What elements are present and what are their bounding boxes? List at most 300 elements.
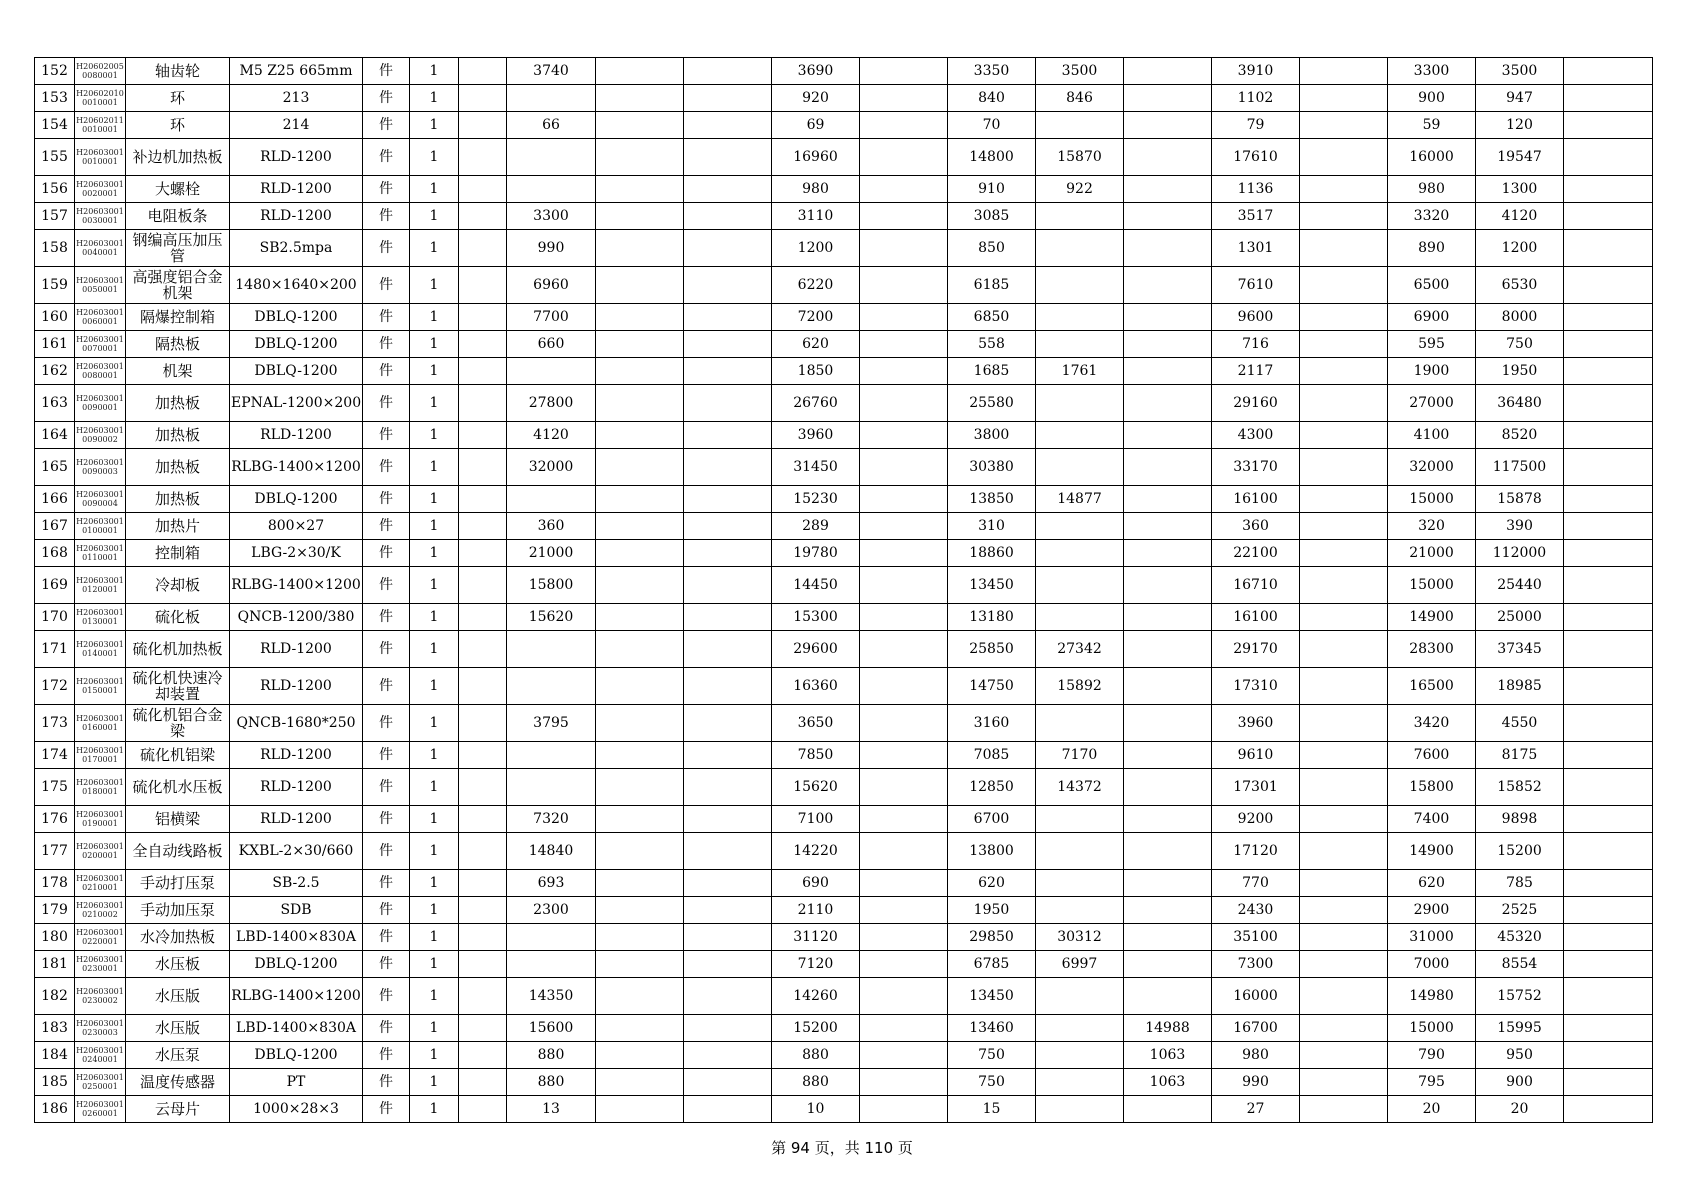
item-spec-cell: 213 (230, 85, 363, 112)
price-cell (684, 112, 772, 139)
table-row (35, 806, 1653, 833)
unit-cell: 件 (363, 631, 410, 668)
price-cell (1564, 924, 1653, 951)
item-name-cell: 水冷加热板 (126, 924, 230, 951)
quantity-cell: 1 (410, 567, 459, 604)
price-cell (459, 304, 507, 331)
price-cell: 31450 (772, 449, 860, 486)
price-cell (1300, 58, 1388, 85)
price-cell: 6530 (1476, 267, 1564, 304)
table-row (35, 870, 1653, 897)
price-cell (1124, 924, 1212, 951)
price-cell: 45320 (1476, 924, 1564, 951)
price-cell: 3110 (772, 203, 860, 230)
price-cell (596, 385, 684, 422)
price-cell: 1950 (948, 897, 1036, 924)
price-cell: 920 (772, 85, 860, 112)
item-name-cell: 硫化机铝合金梁 (126, 705, 230, 742)
price-cell (684, 769, 772, 806)
item-name-cell: 高强度铝合金机架 (126, 267, 230, 304)
price-cell: 880 (507, 1042, 596, 1069)
price-cell: 30312 (1036, 924, 1124, 951)
price-cell (860, 267, 948, 304)
price-cell (1300, 604, 1388, 631)
price-cell (1036, 833, 1124, 870)
price-cell: 18860 (948, 540, 1036, 567)
table-row (35, 513, 1653, 540)
price-cell (1564, 176, 1653, 203)
quantity-cell: 1 (410, 58, 459, 85)
item-spec-cell: RLD-1200 (230, 631, 363, 668)
price-cell (1124, 631, 1212, 668)
price-cell: 16500 (1388, 668, 1476, 705)
price-cell: 3300 (1388, 58, 1476, 85)
price-cell (1300, 85, 1388, 112)
price-cell (507, 139, 596, 176)
row-number-cell: 162 (35, 358, 75, 385)
price-cell: 7085 (948, 742, 1036, 769)
price-cell: 31120 (772, 924, 860, 951)
price-cell (459, 513, 507, 540)
price-cell (596, 604, 684, 631)
item-spec-cell: 800×27 (230, 513, 363, 540)
price-cell: 693 (507, 870, 596, 897)
price-cell: 31000 (1388, 924, 1476, 951)
price-cell (1036, 513, 1124, 540)
price-cell (860, 567, 948, 604)
price-cell (459, 978, 507, 1015)
row-number-cell: 178 (35, 870, 75, 897)
item-code-cell: H206030010090001 (75, 385, 126, 422)
price-cell (1564, 567, 1653, 604)
table-row (35, 1015, 1653, 1042)
row-number-cell: 154 (35, 112, 75, 139)
price-cell (1564, 58, 1653, 85)
price-cell (1300, 1069, 1388, 1096)
price-cell: 27342 (1036, 631, 1124, 668)
price-cell (1564, 385, 1653, 422)
price-cell: 15200 (772, 1015, 860, 1042)
item-code-cell: H206020050080001 (75, 58, 126, 85)
price-cell (459, 1042, 507, 1069)
unit-cell: 件 (363, 806, 410, 833)
price-cell (1564, 769, 1653, 806)
price-cell (1300, 833, 1388, 870)
price-cell: 13450 (948, 978, 1036, 1015)
price-cell (684, 924, 772, 951)
price-cell: 15870 (1036, 139, 1124, 176)
price-cell (459, 769, 507, 806)
price-cell: 3085 (948, 203, 1036, 230)
price-cell: 13460 (948, 1015, 1036, 1042)
price-cell: 9610 (1212, 742, 1300, 769)
table-row (35, 540, 1653, 567)
price-cell (459, 604, 507, 631)
price-cell (1300, 304, 1388, 331)
item-code-cell: H206030010250001 (75, 1069, 126, 1096)
price-cell (860, 176, 948, 203)
price-cell (860, 705, 948, 742)
price-cell: 6500 (1388, 267, 1476, 304)
item-code-cell: H206030010070001 (75, 331, 126, 358)
price-cell: 900 (1388, 85, 1476, 112)
price-cell (684, 1069, 772, 1096)
price-cell (1124, 833, 1212, 870)
price-cell (1564, 203, 1653, 230)
row-number-cell: 166 (35, 486, 75, 513)
price-cell (860, 668, 948, 705)
price-cell: 850 (948, 230, 1036, 267)
price-cell: 1301 (1212, 230, 1300, 267)
price-cell (1564, 668, 1653, 705)
price-cell: 30380 (948, 449, 1036, 486)
price-cell: 1063 (1124, 1042, 1212, 1069)
price-cell: 17310 (1212, 668, 1300, 705)
price-cell (596, 58, 684, 85)
price-cell (1300, 705, 1388, 742)
item-code-cell: H206030010090003 (75, 449, 126, 486)
price-cell (507, 668, 596, 705)
price-cell (459, 742, 507, 769)
item-code-cell: H206030010020001 (75, 176, 126, 203)
row-number-cell: 170 (35, 604, 75, 631)
price-cell: 16000 (1388, 139, 1476, 176)
price-cell (684, 833, 772, 870)
unit-cell: 件 (363, 567, 410, 604)
unit-cell: 件 (363, 486, 410, 513)
item-spec-cell: 1000×28×3 (230, 1096, 363, 1123)
item-name-cell: 加热片 (126, 513, 230, 540)
row-number-cell: 157 (35, 203, 75, 230)
price-cell (1124, 769, 1212, 806)
item-name-cell: 钢编高压加压管 (126, 230, 230, 267)
price-cell (1300, 513, 1388, 540)
quantity-cell: 1 (410, 742, 459, 769)
price-cell: 7100 (772, 806, 860, 833)
price-cell (1564, 705, 1653, 742)
row-number-cell: 155 (35, 139, 75, 176)
item-code-cell: H206030010230003 (75, 1015, 126, 1042)
table-row (35, 331, 1653, 358)
price-cell (596, 304, 684, 331)
item-spec-cell: DBLQ-1200 (230, 1042, 363, 1069)
price-cell: 35100 (1212, 924, 1300, 951)
price-cell (684, 978, 772, 1015)
price-cell (860, 604, 948, 631)
table-row (35, 449, 1653, 486)
price-cell (1036, 1096, 1124, 1123)
price-cell (596, 267, 684, 304)
quantity-cell: 1 (410, 833, 459, 870)
price-cell (1564, 978, 1653, 1015)
item-name-cell: 温度传感器 (126, 1069, 230, 1096)
price-cell: 7320 (507, 806, 596, 833)
price-cell (684, 267, 772, 304)
price-cell (507, 951, 596, 978)
price-cell (459, 567, 507, 604)
price-cell (507, 486, 596, 513)
price-cell: 8520 (1476, 422, 1564, 449)
price-cell (860, 358, 948, 385)
price-cell: 66 (507, 112, 596, 139)
price-cell: 14450 (772, 567, 860, 604)
price-cell (684, 176, 772, 203)
price-cell: 29850 (948, 924, 1036, 951)
price-cell (1124, 230, 1212, 267)
unit-cell: 件 (363, 870, 410, 897)
price-cell (596, 1096, 684, 1123)
unit-cell: 件 (363, 449, 410, 486)
price-cell: 6785 (948, 951, 1036, 978)
price-cell: 25000 (1476, 604, 1564, 631)
price-cell: 16710 (1212, 567, 1300, 604)
price-cell (1564, 139, 1653, 176)
item-name-cell: 云母片 (126, 1096, 230, 1123)
price-cell: 15620 (772, 769, 860, 806)
price-cell: 3420 (1388, 705, 1476, 742)
price-cell: 880 (772, 1042, 860, 1069)
price-cell: 716 (1212, 331, 1300, 358)
row-number-cell: 180 (35, 924, 75, 951)
item-name-cell: 硫化板 (126, 604, 230, 631)
unit-cell: 件 (363, 58, 410, 85)
price-cell (459, 897, 507, 924)
price-cell (459, 951, 507, 978)
price-cell: 17610 (1212, 139, 1300, 176)
price-cell: 15200 (1476, 833, 1564, 870)
price-cell (1124, 806, 1212, 833)
item-name-cell: 水压板 (126, 951, 230, 978)
row-number-cell: 167 (35, 513, 75, 540)
unit-cell: 件 (363, 203, 410, 230)
price-cell (596, 924, 684, 951)
table-row (35, 833, 1653, 870)
table-body (35, 58, 1653, 1123)
price-cell: 360 (1212, 513, 1300, 540)
price-cell: 22100 (1212, 540, 1300, 567)
price-cell (1564, 422, 1653, 449)
price-cell: 1200 (772, 230, 860, 267)
price-cell: 14372 (1036, 769, 1124, 806)
item-spec-cell: LBG-2×30/K (230, 540, 363, 567)
price-cell: 69 (772, 112, 860, 139)
price-cell (860, 1096, 948, 1123)
price-cell (1124, 540, 1212, 567)
unit-cell: 件 (363, 1042, 410, 1069)
price-cell (684, 567, 772, 604)
price-cell (596, 203, 684, 230)
price-cell: 59 (1388, 112, 1476, 139)
table-row (35, 742, 1653, 769)
price-cell (459, 806, 507, 833)
price-cell (1564, 112, 1653, 139)
price-cell (860, 897, 948, 924)
table-row (35, 769, 1653, 806)
price-cell: 6185 (948, 267, 1036, 304)
price-cell: 910 (948, 176, 1036, 203)
row-number-cell: 186 (35, 1096, 75, 1123)
price-cell (860, 513, 948, 540)
item-spec-cell: RLD-1200 (230, 742, 363, 769)
price-cell: 16960 (772, 139, 860, 176)
price-cell (684, 604, 772, 631)
price-cell (1124, 951, 1212, 978)
price-cell (860, 924, 948, 951)
price-cell: 8175 (1476, 742, 1564, 769)
quantity-cell: 1 (410, 112, 459, 139)
price-cell: 16360 (772, 668, 860, 705)
price-cell (596, 833, 684, 870)
price-cell: 13180 (948, 604, 1036, 631)
price-cell: 320 (1388, 513, 1476, 540)
price-cell (459, 1069, 507, 1096)
price-cell: 1200 (1476, 230, 1564, 267)
price-cell (1300, 631, 1388, 668)
item-code-cell: H206030010140001 (75, 631, 126, 668)
price-cell: 1900 (1388, 358, 1476, 385)
item-name-cell: 水压泵 (126, 1042, 230, 1069)
price-cell (684, 742, 772, 769)
price-cell: 2900 (1388, 897, 1476, 924)
price-cell: 6997 (1036, 951, 1124, 978)
item-name-cell: 铝横梁 (126, 806, 230, 833)
quantity-cell: 1 (410, 540, 459, 567)
row-number-cell: 159 (35, 267, 75, 304)
unit-cell: 件 (363, 540, 410, 567)
price-cell (1124, 604, 1212, 631)
price-cell (596, 176, 684, 203)
item-spec-cell: QNCB-1200/380 (230, 604, 363, 631)
price-cell (684, 806, 772, 833)
price-cell (1564, 331, 1653, 358)
quantity-cell: 1 (410, 897, 459, 924)
price-cell (1300, 331, 1388, 358)
price-cell (596, 540, 684, 567)
price-cell: 14900 (1388, 604, 1476, 631)
table-row (35, 358, 1653, 385)
quantity-cell: 1 (410, 951, 459, 978)
price-cell (684, 1015, 772, 1042)
price-cell: 1850 (772, 358, 860, 385)
price-cell (596, 806, 684, 833)
price-cell (459, 112, 507, 139)
price-cell: 880 (772, 1069, 860, 1096)
table-row (35, 267, 1653, 304)
item-spec-cell: PT (230, 1069, 363, 1096)
price-cell: 7000 (1388, 951, 1476, 978)
quantity-cell: 1 (410, 203, 459, 230)
item-name-cell: 隔热板 (126, 331, 230, 358)
price-cell: 29600 (772, 631, 860, 668)
price-cell (1124, 422, 1212, 449)
price-cell (1036, 385, 1124, 422)
row-number-cell: 174 (35, 742, 75, 769)
quantity-cell: 1 (410, 139, 459, 176)
item-code-cell: H206030010150001 (75, 668, 126, 705)
price-cell: 7610 (1212, 267, 1300, 304)
item-spec-cell: RLD-1200 (230, 176, 363, 203)
item-spec-cell: 1480×1640×200 (230, 267, 363, 304)
price-cell (860, 978, 948, 1015)
price-cell: 3517 (1212, 203, 1300, 230)
table-row (35, 1069, 1653, 1096)
quantity-cell: 1 (410, 267, 459, 304)
price-cell (1564, 540, 1653, 567)
price-cell (860, 112, 948, 139)
price-cell: 21000 (507, 540, 596, 567)
price-cell: 4120 (507, 422, 596, 449)
price-cell (860, 806, 948, 833)
price-cell (860, 304, 948, 331)
price-cell: 29170 (1212, 631, 1300, 668)
quantity-cell: 1 (410, 304, 459, 331)
price-cell: 4100 (1388, 422, 1476, 449)
price-cell (1124, 567, 1212, 604)
price-cell (684, 358, 772, 385)
price-cell (459, 385, 507, 422)
price-cell (459, 449, 507, 486)
item-name-cell: 轴齿轮 (126, 58, 230, 85)
item-name-cell: 补边机加热板 (126, 139, 230, 176)
price-cell: 15752 (1476, 978, 1564, 1015)
price-cell: 15300 (772, 604, 860, 631)
price-cell (684, 331, 772, 358)
price-cell (684, 422, 772, 449)
quantity-cell: 1 (410, 705, 459, 742)
price-cell: 16100 (1212, 604, 1300, 631)
price-cell (1564, 85, 1653, 112)
price-cell: 1102 (1212, 85, 1300, 112)
price-cell: 3910 (1212, 58, 1300, 85)
price-cell: 2525 (1476, 897, 1564, 924)
price-cell (596, 705, 684, 742)
item-name-cell: 环 (126, 112, 230, 139)
table-row (35, 486, 1653, 513)
price-cell: 310 (948, 513, 1036, 540)
price-cell (1300, 422, 1388, 449)
row-number-cell: 185 (35, 1069, 75, 1096)
price-cell (1300, 1015, 1388, 1042)
quantity-cell: 1 (410, 924, 459, 951)
quantity-cell: 1 (410, 449, 459, 486)
unit-cell: 件 (363, 924, 410, 951)
price-cell (860, 540, 948, 567)
price-cell (507, 85, 596, 112)
price-cell (1300, 567, 1388, 604)
row-number-cell: 173 (35, 705, 75, 742)
price-cell: 3795 (507, 705, 596, 742)
price-cell (1564, 267, 1653, 304)
price-cell (860, 85, 948, 112)
price-cell (1124, 358, 1212, 385)
price-cell (860, 449, 948, 486)
price-cell (684, 705, 772, 742)
quantity-cell: 1 (410, 1096, 459, 1123)
price-cell (1124, 449, 1212, 486)
price-cell: 21000 (1388, 540, 1476, 567)
price-cell: 3960 (772, 422, 860, 449)
price-cell: 70 (948, 112, 1036, 139)
price-cell (596, 742, 684, 769)
unit-cell: 件 (363, 951, 410, 978)
item-code-cell: H206030010060001 (75, 304, 126, 331)
item-code-cell: H206030010030001 (75, 203, 126, 230)
price-cell (596, 422, 684, 449)
row-number-cell: 181 (35, 951, 75, 978)
unit-cell: 件 (363, 1015, 410, 1042)
price-cell (507, 631, 596, 668)
price-cell (1124, 203, 1212, 230)
